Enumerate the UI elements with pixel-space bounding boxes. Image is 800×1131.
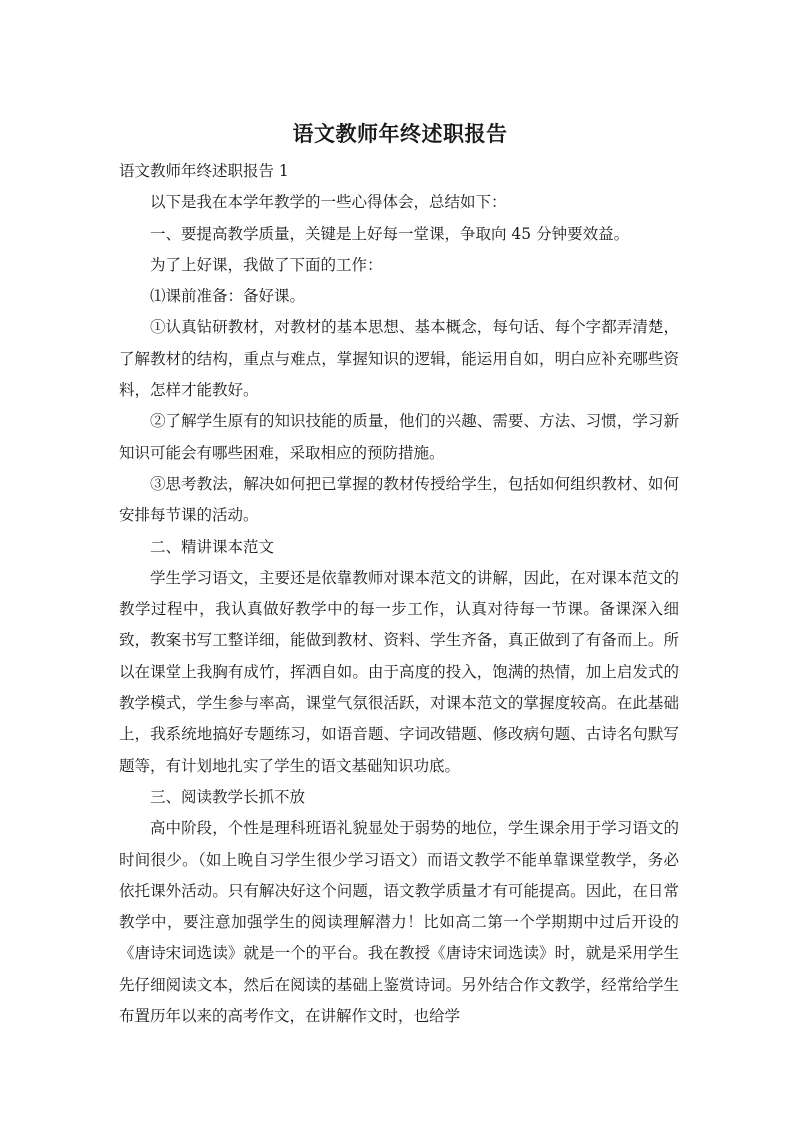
section-heading-1: 一、要提高教学质量，关键是上好每一堂课，争取向 45 分钟要效益。: [150, 224, 630, 243]
section-heading-3: 三、阅读教学长抓不放: [150, 787, 306, 806]
body-paragraph: 高中阶段，个性是理科班语礼貌显处于弱势的地位，学生课余用于学习语文的时间很少。（如上晚自习学生很少学习语文）而语文教学不能单靠课堂教学，务必依托课外活动。只有解决好这个问题，语文教学质量才有可能提高。因此，在日常教学中，要注意加强学生的阅读理解潜力！比如高二第一个学期期中过后开设的《唐诗宋词选读》就是一个的平台。我在教授《唐诗宋词选读》时，就是采用学生先仔细阅读文本，然后在阅读的基础上鉴赏诗词。另外结合作文教学，经常给学生布置历年以来的高考作文，在讲解作文时，也给学: [119, 819, 679, 1026]
document-body: [119, 156, 679, 1032]
intro-paragraph: 以下是我在本学年教学的一些心得体会，总结如下：: [150, 193, 507, 212]
document-title: 语文教师年终述职报告: [292, 122, 508, 146]
list-item: ③思考教法，解决如何把已掌握的教材传授给学生，包括如何组织教材、如何安排每节课的活动。: [119, 474, 679, 525]
list-item: ①认真钻研教材，对教材的基本思想、基本概念，每句话、每个字都弄清楚，了解教材的结构，重点与难点，掌握知识的逻辑，能运用自如，明白应补充哪些资料，怎样才能教好。: [119, 318, 679, 400]
list-item: ②了解学生原有的知识技能的质量，他们的兴趣、需要、方法、习惯，学习新知识可能会有哪些困难，采取相应的预防措施。: [119, 412, 679, 462]
section-heading-2: 二、精讲课本范文: [150, 537, 275, 556]
body-paragraph: 学生学习语文，主要还是依靠教师对课本范文的讲解，因此，在对课本范文的教学过程中，我认真做好教学中的每一步工作，认真对待每一节课。备课深入细致，教案书写工整详细，能做到教材、资料、学生齐备，真正做到了有备而上。所以在课堂上我胸有成竹，挥洒自如。由于高度的投入，饱满的热情，加上启发式的教学模式，学生参与率高，课堂气氛很活跃，对课本范文的掌握度较高。在此基础上，我系统地搞好专题练习，如语音题、字词改错题、修改病句题、古诗名句默写题等，有计划地扎实了学生的语文基础知识功底。: [119, 568, 679, 775]
report-subtitle: 语文教师年终述职报告 1: [119, 162, 289, 180]
subsection-heading: ⑴课前准备：备好课。: [150, 287, 306, 306]
body-paragraph: 为了上好课，我做了下面的工作：: [150, 255, 383, 274]
